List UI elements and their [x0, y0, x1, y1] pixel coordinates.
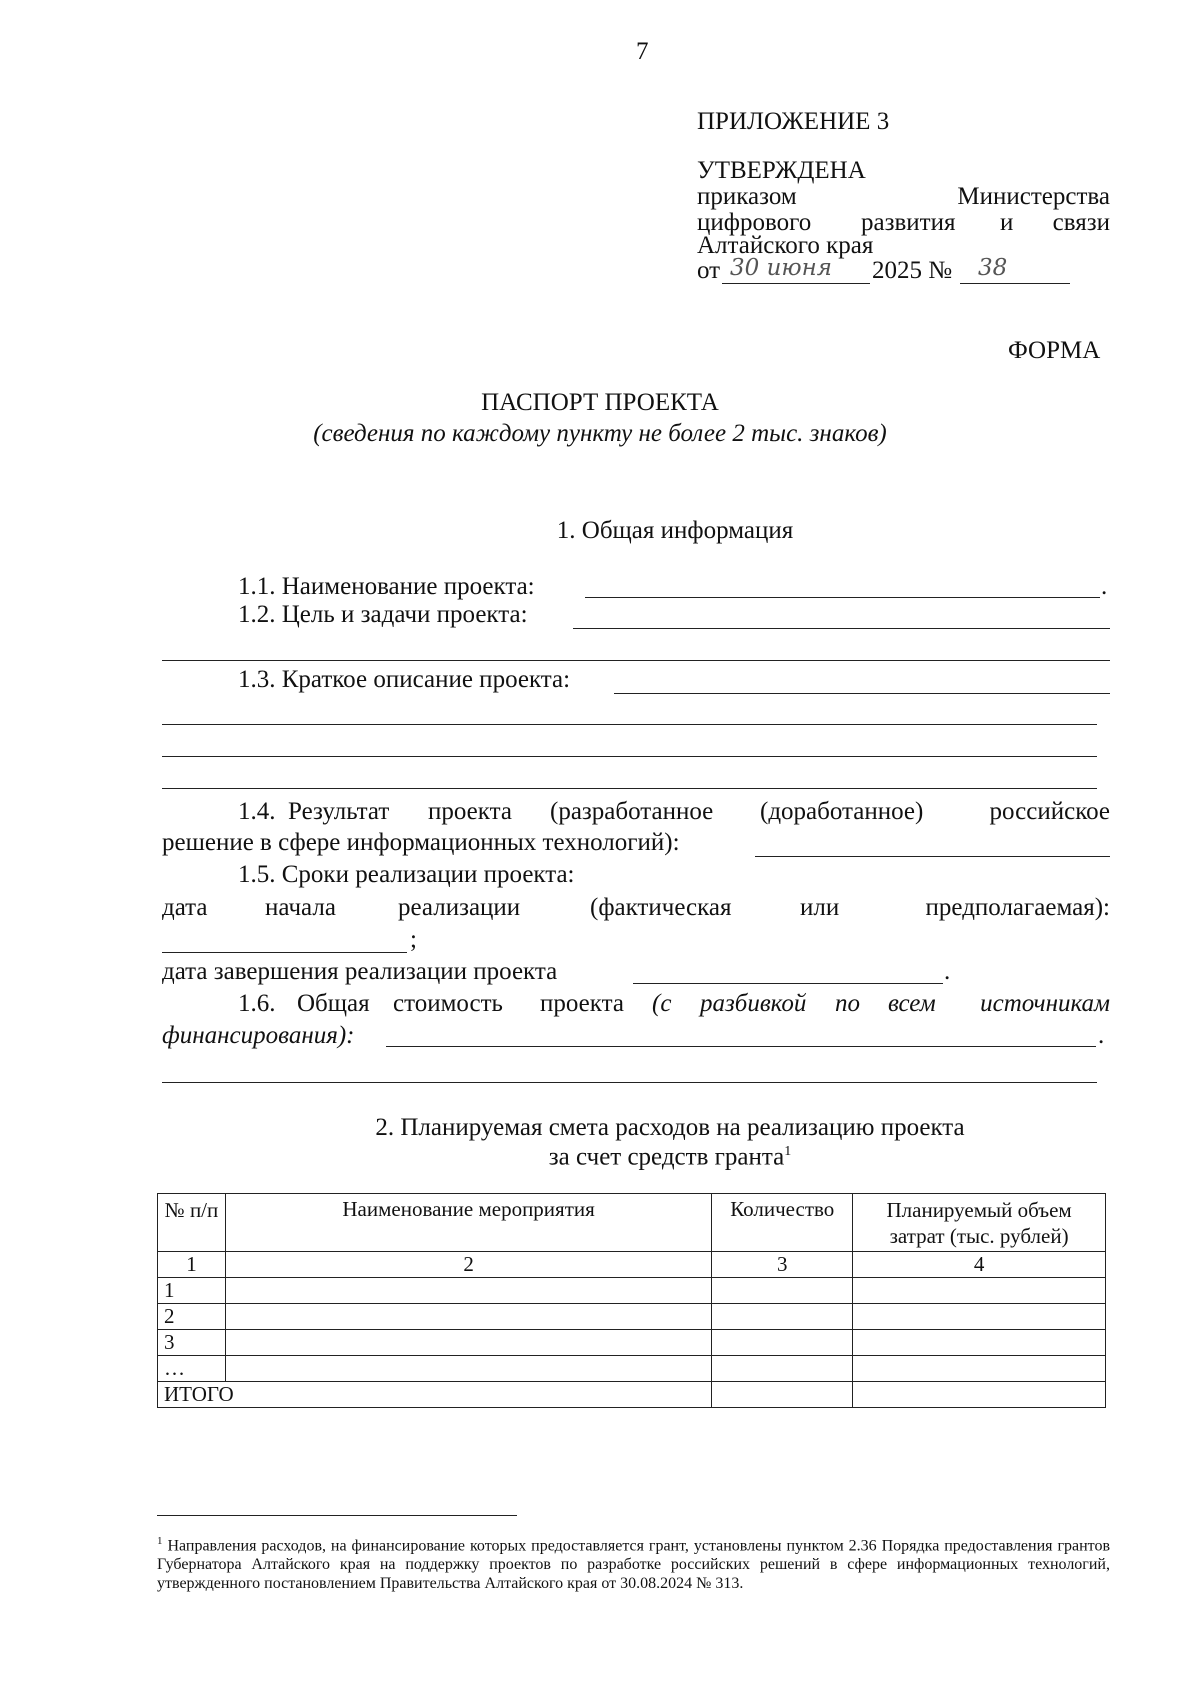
table-row	[158, 1356, 1106, 1382]
item-1-4-w2: проекта	[428, 798, 512, 825]
number-underline	[960, 283, 1070, 284]
handwritten-date: 30 июня	[730, 255, 833, 281]
quantity-cell[interactable]	[712, 1330, 853, 1356]
form-label: ФОРМА	[1008, 337, 1101, 364]
start-date-line	[162, 952, 407, 953]
item-1-6-w4: (с	[652, 990, 672, 1017]
row-number: 3	[158, 1330, 226, 1356]
budget-table	[157, 1193, 1106, 1408]
row-number: …	[158, 1356, 226, 1382]
item-1-6-w1: Общая	[297, 990, 370, 1017]
quantity-cell[interactable]	[712, 1356, 853, 1382]
item-1-4-line2: решение в сфере информационных технологий):	[162, 829, 680, 856]
header-quantity: Количество	[712, 1194, 853, 1252]
total-quantity-cell[interactable]	[712, 1382, 853, 1408]
cost-line-2	[162, 1082, 1097, 1083]
item-1-4-w5: российское	[989, 798, 1110, 825]
description-line-3	[162, 756, 1097, 757]
section1-heading: 1. Общая информация	[556, 517, 794, 544]
item-1-6-w2: стоимость	[393, 990, 503, 1017]
table-numbering-row	[158, 1252, 1106, 1278]
activity-cell[interactable]	[225, 1304, 711, 1330]
start-w3: реализации	[398, 894, 521, 921]
quantity-cell[interactable]	[712, 1278, 853, 1304]
table-row	[158, 1330, 1106, 1356]
page-number: 7	[636, 38, 649, 65]
total-label: ИТОГО	[158, 1382, 712, 1408]
item-1-6-num: 1.6.	[238, 990, 276, 1017]
section2-heading-line2: за счет средств гранта$^1$	[548, 1143, 792, 1171]
item-1-3-label: 1.3. Краткое описание проекта:	[238, 666, 571, 693]
cost-cell[interactable]	[853, 1356, 1106, 1382]
result-line	[755, 856, 1110, 857]
numbering-cell: 3	[712, 1252, 853, 1278]
footnote-text: Направления расходов, на финансирование которых предоставляется грант, установлены пунктом 2.36 Порядка предоставления грантов Губернатора Алтайского края на поддержку проектов по разработке российских решений в сфере информационных технологий, утвержденного постановлением Правительства Алтайского края от 30.08.2024 № 313.	[157, 1537, 1111, 1593]
goals-line-1	[573, 628, 1110, 629]
table-total-row	[158, 1382, 1106, 1408]
cost-cell[interactable]	[853, 1304, 1106, 1330]
item-1-1-label: 1.1. Наименование проекта:	[238, 573, 535, 600]
item-1-6-w8: источникам	[980, 990, 1110, 1017]
order-text: приказом	[697, 183, 797, 210]
start-w2: начала	[265, 894, 336, 921]
approved-label: УТВЕРЖДЕНА	[697, 157, 866, 184]
footnote-separator	[157, 1515, 517, 1516]
total-cost-cell[interactable]	[853, 1382, 1106, 1408]
numbering-cell: 1	[158, 1252, 226, 1278]
row-number: 2	[158, 1304, 226, 1330]
year-number-label: 2025 №	[872, 257, 953, 284]
description-line-4	[162, 788, 1097, 789]
footnote-reference: 1	[784, 1144, 792, 1159]
start-w5: или	[800, 894, 840, 921]
row-number: 1	[158, 1278, 226, 1304]
cost-line-1	[386, 1046, 1096, 1047]
header-number: № п/п	[158, 1194, 226, 1252]
item-1-4-w4: (доработанное)	[760, 798, 924, 825]
item-1-4-num: 1.4.	[238, 798, 276, 825]
and-text: и	[1000, 209, 1014, 236]
handwritten-number: 38	[978, 255, 1008, 281]
start-w1: дата	[162, 894, 208, 921]
end-date-line	[633, 983, 943, 984]
region-text: Алтайского края	[697, 232, 874, 259]
item-1-4-w3: (разработанное	[550, 798, 714, 825]
table-row	[158, 1304, 1106, 1330]
date-prefix: от	[697, 257, 721, 284]
digital-text: цифрового	[697, 209, 812, 236]
table-header-row	[158, 1194, 1106, 1252]
item-1-5-label: 1.5. Сроки реализации проекта:	[238, 861, 575, 888]
start-w4: (фактическая	[590, 894, 732, 921]
quantity-cell[interactable]	[712, 1304, 853, 1330]
numbering-cell: 2	[225, 1252, 711, 1278]
development-text: развития	[861, 209, 956, 236]
table-row	[158, 1278, 1106, 1304]
description-line-1	[614, 693, 1110, 694]
item-1-1-dot: .	[1101, 573, 1108, 600]
document-subtitle: (сведения по каждому пункту не более 2 тыс. знаков)	[313, 420, 887, 447]
item-1-6-w7: всем	[888, 990, 936, 1017]
description-line-2	[162, 724, 1097, 725]
end-date-label: дата завершения реализации проекта	[162, 958, 558, 985]
item-1-6-w5: разбивкой	[700, 990, 807, 1017]
communication-text: связи	[1052, 209, 1110, 236]
start-date-semicolon: ;	[410, 926, 417, 953]
activity-cell[interactable]	[225, 1278, 711, 1304]
item-1-4-w1: Результат	[288, 798, 390, 825]
item-1-6-dot: .	[1098, 1022, 1105, 1049]
end-date-dot: .	[944, 958, 951, 985]
start-w6: предполагаемая):	[925, 894, 1110, 921]
section2-heading-line1: 2. Планируемая смета расходов на реализацию проекта	[375, 1114, 965, 1141]
item-1-6-w6: по	[835, 990, 860, 1017]
document-title: ПАСПОРТ ПРОЕКТА	[481, 389, 719, 416]
footnote	[157, 1532, 1110, 1593]
cost-cell[interactable]	[853, 1330, 1106, 1356]
goals-line-2	[162, 660, 1110, 661]
header-activity: Наименование мероприятия	[225, 1194, 711, 1252]
item-1-6-w3: проекта	[540, 990, 624, 1017]
item-1-2-label: 1.2. Цель и задачи проекта:	[238, 601, 528, 628]
ministry-text: Министерства	[957, 183, 1110, 210]
project-name-line	[585, 597, 1100, 598]
activity-cell[interactable]	[225, 1356, 711, 1382]
numbering-cell: 4	[853, 1252, 1106, 1278]
item-1-6-line2: финансирования):	[162, 1022, 355, 1049]
footnote-mark: 1	[157, 1535, 163, 1547]
appendix-label: ПРИЛОЖЕНИЕ 3	[697, 108, 890, 135]
date-underline	[722, 283, 870, 284]
header-cost: Планируемый объем затрат (тыс. рублей)	[853, 1194, 1106, 1252]
activity-cell[interactable]	[225, 1330, 711, 1356]
cost-cell[interactable]	[853, 1278, 1106, 1304]
